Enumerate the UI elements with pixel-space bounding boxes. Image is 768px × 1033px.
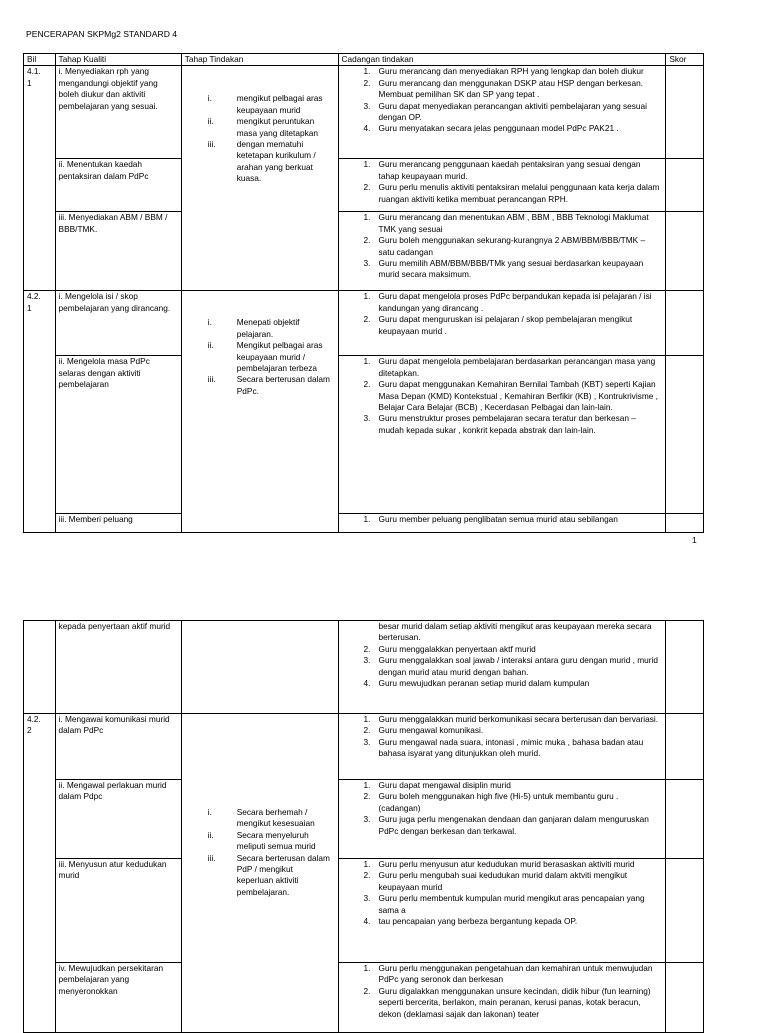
cadangan-item xyxy=(342,235,663,258)
cadangan-item xyxy=(342,78,663,101)
table-row xyxy=(24,780,704,859)
bil-cell: 4.2. 1 xyxy=(24,291,56,533)
tindakan-numeral: iii. xyxy=(207,139,216,150)
item-text: Guru menggalakkan penyertaan aktf murid xyxy=(378,643,536,654)
cadangan-item xyxy=(342,123,663,134)
tindakan-item xyxy=(198,139,331,185)
cadangan-cell xyxy=(338,714,666,780)
cadangan-item xyxy=(342,916,663,927)
tindakan-text: mengikut pelbagai aras keupayaan murid xyxy=(236,93,323,115)
item-number: 2. xyxy=(363,182,371,193)
cadangan-item xyxy=(342,644,663,655)
cadangan-item xyxy=(342,514,663,525)
cadangan-item xyxy=(342,212,663,235)
item-number: 2. xyxy=(363,725,371,736)
cadangan-cell xyxy=(338,621,666,714)
skor-cell xyxy=(666,714,704,780)
item-text: Guru boleh menggunakan high five (Hi-5) untuk membantu guru . (cadangan) xyxy=(378,791,619,813)
cadangan-item xyxy=(342,379,663,413)
item-number: 4. xyxy=(363,916,371,927)
skor-cell xyxy=(666,780,704,859)
bil-label: 4.2. 2 xyxy=(27,714,41,736)
kualiti-cell: iii. Menyediakan ABM / BBM / BBB/TMK. xyxy=(55,212,181,291)
tindakan-text: Mengikut pelbagai aras keupayaan murid / pembelajaran terbeza xyxy=(236,340,323,374)
item-text: Guru mengawal komunikasi. xyxy=(378,725,484,736)
cadangan-cell xyxy=(338,514,666,533)
item-number: 2. xyxy=(363,870,371,881)
tindakan-text: Secara berterusan dalam PdPc. xyxy=(236,374,330,396)
item-number: 3. xyxy=(363,814,371,825)
tindakan-item xyxy=(198,830,331,853)
cadangan-item xyxy=(342,356,663,379)
tindakan-text: Menepati objektif pelajaran. xyxy=(236,317,300,339)
item-text: Guru perlu membentuk kumpulan murid mengikut aras pencapaian yang sama a xyxy=(378,893,645,915)
kualiti-cell: i. Mengelola isi / skop pembelajaran yang dirancang. xyxy=(55,291,181,356)
skor-cell xyxy=(666,621,704,714)
standard-table-page-2 xyxy=(23,620,704,1033)
tindakan-text: Secara berterusan dalam PdP / mengikut keperluan aktiviti pembelajaran. xyxy=(236,852,330,897)
item-text: Guru juga perlu mengenakan dendaan dan ganjaran dalam menguruskan PdPc dengan berkesan dan terkawal. xyxy=(378,814,649,836)
kualiti-cell: ii. Menentukan kaedah pentaksiran dalam PdPc xyxy=(55,159,181,212)
cadangan-cell xyxy=(338,356,666,514)
cadangan-item xyxy=(342,413,663,436)
item-text: Guru perlu menggunakan pengetahuan dan kemahiran untuk menwujudan PdPc yang seronok dan berkesan xyxy=(378,963,653,985)
cadangan-cell xyxy=(338,291,666,356)
cadangan-item xyxy=(342,678,663,689)
bil-cell xyxy=(24,621,56,714)
cadangan-item xyxy=(342,714,663,725)
cadangan-item xyxy=(342,101,663,124)
table-row xyxy=(24,859,704,963)
tindakan-numeral: ii. xyxy=(207,116,214,127)
tindakan-cell xyxy=(181,714,338,1033)
cadangan-item xyxy=(342,986,663,1020)
item-text: Guru dapat mengelola pembelajaran berdasarkan perancangan masa yang ditetapkan. xyxy=(378,356,656,378)
cadangan-item xyxy=(342,737,663,760)
table-row xyxy=(24,714,704,780)
kualiti-cell: iv. Mewujudkan persekitaran pembelajaran yang menyeronokkan xyxy=(55,963,181,1033)
cadangan-cell xyxy=(338,963,666,1033)
tindakan-item xyxy=(198,853,331,899)
tindakan-item xyxy=(198,340,331,374)
item-number: 1. xyxy=(363,356,371,367)
cadangan-item xyxy=(342,655,663,678)
cadangan-item xyxy=(342,66,663,77)
item-text: Guru perlu menyusun atur kedudukan murid berasaskan aktiviti murid xyxy=(378,859,635,869)
item-number: 3. xyxy=(363,258,371,269)
standard-table-page-1 xyxy=(23,53,704,533)
tindakan-numeral: i. xyxy=(207,317,212,328)
item-text: Guru merancang dan menentukan ABM , BBM , BBB Teknologi Maklumat TMK yang sesuai xyxy=(378,212,649,234)
item-text: Guru perlu mengubah suai kedudukan murid dalam aktviti mengikut keupayaan murid xyxy=(378,870,628,892)
cadangan-item xyxy=(342,291,663,314)
skor-cell xyxy=(666,291,704,356)
skor-cell xyxy=(666,212,704,291)
bil-cell xyxy=(24,714,56,1033)
cadangan-item xyxy=(342,859,663,870)
header-bil: Bil xyxy=(24,54,56,66)
skor-cell xyxy=(666,159,704,212)
cadangan-item xyxy=(342,182,663,205)
kualiti-cell: ii. Mengelola masa PdPc selaras dengan aktiviti pembelajaran xyxy=(55,356,181,514)
table-row xyxy=(24,621,704,714)
item-text: Guru memilih ABM/BBM/BBB/TMk yang sesuai berdasarkan keupayaan murid secara maksimum. xyxy=(378,258,644,280)
item-text: Guru dapat menyediakan perancangan aktiviti pembelajaran yang sesuai dengan OP. xyxy=(378,100,647,123)
item-number: 1. xyxy=(363,859,371,869)
item-number: 1. xyxy=(363,963,371,973)
kualiti-cell: kepada penyertaan aktif murid xyxy=(55,621,181,714)
item-number: 2. xyxy=(363,643,371,654)
kualiti-cell: iii. Memberi peluang xyxy=(55,514,181,533)
item-text: Guru merancang penggunaan kaedah pentaksiran yang sesuai dengan tahap keupayaan murid. xyxy=(378,159,641,181)
tindakan-text: Secara berhemah / mengikut kesesuaian xyxy=(236,807,315,829)
cadangan-item xyxy=(342,258,663,281)
page-number: 1 xyxy=(692,535,697,545)
cadangan-item xyxy=(342,814,663,837)
table-row xyxy=(24,963,704,1033)
item-text: Guru perlu menulis aktiviti pentaksiran melalui penggunaan kata kerja dalam ruangan aktiviti ketika membuat perancangan RPH. xyxy=(378,182,660,204)
item-text: tau pencapaian yang berbeza bergantung kepada OP. xyxy=(378,916,578,927)
kualiti-cell: ii. Mengawal perlakuan murid dalam Pdpc xyxy=(55,780,181,859)
tindakan-numeral: ii. xyxy=(207,340,214,351)
item-text: Guru dapat mengelola proses PdPc berpandukan kepada isi pelajaran / isi kandungan yang dirancang . xyxy=(378,291,652,313)
item-number: 1. xyxy=(363,514,371,525)
header-skor: Skor xyxy=(666,54,704,66)
tindakan-text: mengikut peruntukan masa yang ditetapkan xyxy=(236,116,318,138)
item-text: Guru menyatakan secara jelas penggunaan model PdPc PAK21 . xyxy=(378,123,619,134)
cadangan-cell xyxy=(338,859,666,963)
table-row xyxy=(24,356,704,514)
cadangan-item xyxy=(342,159,663,182)
cadangan-item xyxy=(342,725,663,736)
header-tahap-tindakan: Tahap Tindakan xyxy=(181,54,338,66)
tindakan-numeral: i. xyxy=(207,93,212,104)
item-number: 2. xyxy=(363,235,371,246)
item-number: 4. xyxy=(363,678,371,689)
tindakan-cell xyxy=(181,291,338,533)
item-number: 3. xyxy=(363,893,371,904)
tindakan-cell xyxy=(181,621,338,714)
tindakan-cell xyxy=(181,66,338,291)
cadangan-item xyxy=(342,963,663,986)
cadangan-item xyxy=(342,314,663,337)
item-text: Guru menggalakkan murid berkomunikasi secara berterusan dan bervariasi. xyxy=(378,714,659,724)
tindakan-item xyxy=(198,116,331,139)
item-number: 3. xyxy=(363,655,371,666)
item-text: Guru mewujudkan peranan setiap murid dalam kumpulan xyxy=(378,678,590,689)
page-title: PENCERAPAN SKPMg2 STANDARD 4 xyxy=(26,29,178,39)
item-text: Guru dapat menguruskan isi pelajaran / skop pembelajaran mengikut keupayaan murid . xyxy=(378,314,633,336)
tindakan-numeral: i. xyxy=(207,807,212,817)
item-number: 1. xyxy=(363,66,371,77)
table-row xyxy=(24,514,704,533)
item-text: Guru dapat mengawal disiplin murid xyxy=(378,780,511,790)
cadangan-item xyxy=(342,791,663,814)
item-number: 1. xyxy=(363,714,371,724)
cadangan-item xyxy=(342,870,663,893)
item-number: 2. xyxy=(363,314,371,325)
table-row xyxy=(24,212,704,291)
skor-cell xyxy=(666,356,704,514)
bil-cell: 4.1. 1 xyxy=(24,66,56,291)
tindakan-numeral: iii. xyxy=(207,374,216,385)
item-text: Guru dapat menggunakan Kemahiran Bernilai Tambah (KBT) seperti Kajian Masa Depan (KMD) Kontekstual , Kemahiran Berfikir (KB) , Kontrukrivisme , Belajar Cara Belajar (BCB) , Kecerdasan Pelbagai dan lain-lain. xyxy=(378,379,658,413)
item-number: 3. xyxy=(363,100,371,111)
cadangan-cell xyxy=(338,212,666,291)
item-number: 1. xyxy=(363,780,371,790)
item-number: 2. xyxy=(363,985,371,996)
skor-cell xyxy=(666,859,704,963)
skor-cell xyxy=(666,66,704,159)
item-number: 1. xyxy=(363,159,371,170)
header-tahap-kualiti: Tahap Kualiti xyxy=(55,54,181,66)
item-number: 4. xyxy=(363,123,371,134)
table-row xyxy=(24,159,704,212)
item-number: 3. xyxy=(363,736,371,747)
cadangan-item xyxy=(342,780,663,791)
item-text: Guru menstruktur proses pembelajaran secara teratur dan berkesan – mudah kepada sukar , konkrit kepada abstrak dan lain-lain. xyxy=(378,413,636,435)
cadangan-cell xyxy=(338,159,666,212)
item-number: 1. xyxy=(363,291,371,302)
item-number: 2. xyxy=(363,77,371,88)
tindakan-text: dengan mematuhi ketetapan kurikulum / arahan yang berkuat kuasa. xyxy=(236,139,316,184)
item-text: Guru mengawal nada suara, intonasi , mimic muka , bahasa badan atau bahasa isyarat yang ditunjukkan oleh murid. xyxy=(378,736,644,759)
item-text: Guru digalakkan menggunakan unsure kecindan, didik hibur (fun learning) seperti bercerita, berlakon, main peranan, kerusi panas, kotak beracun, dekon (deklamasi sajak dan lakonan) teater xyxy=(378,985,651,1019)
cadangan-cell xyxy=(338,780,666,859)
cadangan-cell xyxy=(338,66,666,159)
tindakan-text: Secara menyeluruh meliputi semua murid xyxy=(236,829,316,852)
item-number: 2. xyxy=(363,379,371,390)
tindakan-item xyxy=(198,807,331,830)
skor-cell xyxy=(666,963,704,1033)
table-header-row xyxy=(24,54,704,66)
kualiti-cell: i. Menyediakan rph yang mengandungi objektif yang boleh diukur dan aktiviti pembelajaran yang sesuai. xyxy=(55,66,181,159)
item-text: Guru boleh menggunakan sekurang-kurangnya 2 ABM/BBM/BBB/TMK – satu cadangan xyxy=(378,235,646,257)
item-text: Guru member peluang penglibatan semua murid atau sebilangan xyxy=(378,514,618,525)
cadangan-continued-text: besar murid dalam setiap aktiviti mengikut aras keupayaan mereka secara berterusan. xyxy=(378,621,652,643)
item-text: Guru menggalakkan soal jawab / interaksi antara guru dengan murid , murid dengan murid atau murid dengan bahan. xyxy=(378,655,659,677)
kualiti-cell: iii. Menyusun atur kedudukan murid xyxy=(55,859,181,963)
item-number: 3. xyxy=(363,413,371,424)
item-number: 1. xyxy=(363,212,371,223)
item-number: 2. xyxy=(363,791,371,802)
item-text: Guru merancang dan menggunakan DSKP atau HSP dengan berkesan. Membuat pemilihan SK dan SP yang tepat . xyxy=(378,77,643,100)
kualiti-cell: i. Mengawai komunikasi murid dalam PdPc xyxy=(55,714,181,780)
tindakan-numeral: ii. xyxy=(207,829,214,840)
cadangan-item xyxy=(342,893,663,916)
skor-cell xyxy=(666,514,704,533)
table-row xyxy=(24,291,704,356)
tindakan-item xyxy=(198,317,331,340)
tindakan-numeral: iii. xyxy=(207,852,216,863)
tindakan-item xyxy=(198,374,331,397)
item-text: Guru merancang dan menyediakan RPH yang lengkap dan boleh diukur xyxy=(378,66,644,77)
header-cadangan-tindakan: Cadangan tindakan xyxy=(338,54,666,66)
tindakan-item xyxy=(198,93,331,116)
table-row xyxy=(24,66,704,159)
